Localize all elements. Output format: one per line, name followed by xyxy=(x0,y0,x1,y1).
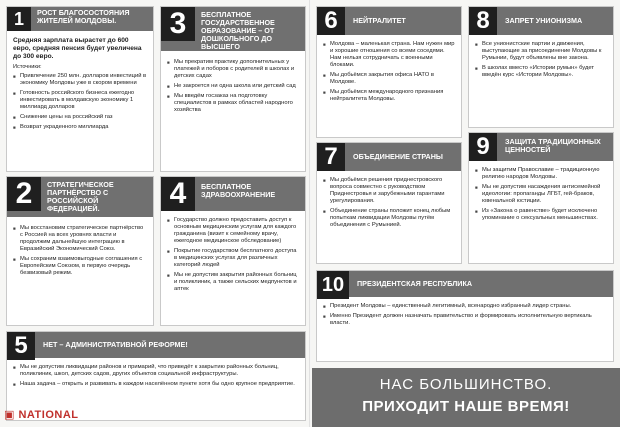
list-item: ■ Мы введём госзаказ на подготовку специалистов в рамках областей народного хозяйства xyxy=(167,93,299,114)
point-3-card xyxy=(160,6,306,172)
point-9-title: ЗАЩИТА ТРАДИЦИОННЫХ ЦЕННОСТЕЙ xyxy=(505,137,601,154)
list-item: ■ В школах вместо «Истории румын» будет введён курс «Истории Молдовы». xyxy=(475,65,607,79)
point-2-header xyxy=(7,177,153,217)
point-4-header xyxy=(161,177,305,211)
list-item: ■ Из «Закона о равенстве» будет исключено упоминание о сексуальных меньшинствах. xyxy=(475,208,607,222)
point-5-header xyxy=(7,332,305,358)
point-1-body xyxy=(13,37,147,134)
slogan-line-1: НАС БОЛЬШИНСТВО. xyxy=(379,376,553,393)
point-4-title: БЕСПЛАТНОЕ ЗДРАВООХРАНЕНИЕ xyxy=(201,182,276,199)
point-5-title: НЕТ – АДМИНИСТРАТИВНОЙ РЕФОРМЕ! xyxy=(43,340,188,349)
list-item: ■ Мы добьёмся международного признания нейтралитета Молдовы. xyxy=(323,89,455,103)
list-item: ■ Мы восстановим стратегическое партнёрство с Россией на всех уровнях власти и продолжим дальнейшую интеграцию в Евразийский Экономический Союз. xyxy=(13,225,147,253)
point-7-body xyxy=(323,177,455,232)
list-item: ■ Объединение страны положит конец любым попыткам ликвидации Молдовы путём объединения с Румынией. xyxy=(323,208,455,229)
page-fold xyxy=(309,0,311,427)
list-item: ■ Наша задача – открыть и развивать в каждом населённом пункте хотя бы одно крупное предприятие. xyxy=(13,381,299,388)
list-item: ■ Мы прекратим практику дополнительных у платежей и поборов с родителей в школах и детских садах xyxy=(167,59,299,80)
point-4-number: 4 xyxy=(161,177,195,211)
point-7-card xyxy=(316,142,462,264)
point-8-body xyxy=(475,41,607,82)
point-10-header xyxy=(317,271,613,297)
point-2-card xyxy=(6,176,154,326)
list-item: ■ Готовность российского бизнеса ежегодно инвестировать в молдавскую экономику 1 миллиард долларов xyxy=(13,90,147,111)
point-2-number: 2 xyxy=(7,177,41,211)
point-10-title: ПРЕЗИДЕНТСКАЯ РЕСПУБЛИКА xyxy=(357,279,473,288)
point-3-body xyxy=(167,59,299,117)
list-item: ■ Президент Молдовы – единственный легитимный, всенародно избранный лидер страны. xyxy=(323,303,607,310)
list-item: ■ Государство должно предоставить доступ к основным медицинским услугам для каждого гражданина (визит к семейному врачу, ежегодное медицинское обследование) xyxy=(167,217,299,245)
point-7-header xyxy=(317,143,461,171)
point-10-card xyxy=(316,270,614,362)
point-2-title: СТРАТЕГИЧЕСКОЕ ПАРТНЁРСТВО С РОССИЙСКОЙ ФЕДЕРАЦИЕЙ. xyxy=(47,180,114,213)
point-5-number: 5 xyxy=(7,332,35,360)
list-item: ■ Мы добьёмся закрытия офиса НАТО в Молдове. xyxy=(323,72,455,86)
point-8-title: ЗАПРЕТ УНИОНИЗМА xyxy=(505,16,583,25)
point-6-body xyxy=(323,41,455,106)
point-1-sources-label: Источники: xyxy=(13,64,42,70)
point-8-card xyxy=(468,6,614,128)
point-1-lead: Средняя зарплата вырастет до 600 евро, средняя пенсия будет увеличена до 300 евро. xyxy=(13,37,142,60)
logo-text: NATIONAL xyxy=(18,409,79,421)
list-item: ■ Мы защитим Православие – традиционную религию народов Молдовы. xyxy=(475,167,607,181)
point-10-body xyxy=(323,303,607,330)
point-8-header xyxy=(469,7,613,35)
point-1-header xyxy=(7,7,153,31)
list-item: ■ Все унионистские партии и движения, выступающие за присоединение Молдовы к Румынии, будут объявлены вне закона. xyxy=(475,41,607,62)
point-3-title: БЕСПЛАТНОЕ ГОСУДАРСТВЕННОЕ ОБРАЗОВАНИЕ – ОТ ДОШКОЛЬНОГО ДО ВЫСШЕГО xyxy=(201,10,275,51)
list-item: ■ Привлечение 250 млн. долларов инвестиций в экономику Молдовы уже в скором времени xyxy=(13,73,147,87)
list-item: ■ Возврат украденного миллиарда xyxy=(13,124,147,131)
list-item: ■ Мы сохраним взаимовыгодные соглашения с Европейским Союзом, в первую очередь безвизовый режим. xyxy=(13,256,147,277)
point-9-header xyxy=(469,133,613,161)
watermark-logo xyxy=(4,408,78,421)
list-item: ■ Снижение цены на российский газ xyxy=(13,114,147,121)
list-item: ■ Именно Президент должен назначать правительство и формировать исполнительную вертикаль власти. xyxy=(323,313,607,327)
list-item: ■ Мы не допустим насаждения антисемейной идеологии: пропаганды ЛГБТ, гей-браков, ювенальной юстиции. xyxy=(475,184,607,205)
slogan-banner xyxy=(312,368,620,427)
list-item: ■ Мы не допустим ликвидации районов и примарий, что приведёт к закрытию районных больниц, поликлиник, школ, детских садов, других объектов социальной инфраструктуры. xyxy=(13,364,299,378)
point-10-number: 10 xyxy=(317,271,349,299)
list-item: ■ Молдова – маленькая страна. Нам нужен мир и хорошие отношения со всеми соседями. Нам нельзя сотрудничать с военными блоками. xyxy=(323,41,455,69)
list-item: ■ Мы не допустим закрытия районных больниц и поликлиник, а также сельских медпунктов и аптек xyxy=(167,272,299,293)
point-2-body xyxy=(13,225,147,280)
point-4-card xyxy=(160,176,306,326)
point-7-number: 7 xyxy=(317,143,345,171)
point-3-number: 3 xyxy=(161,7,195,41)
point-9-number: 9 xyxy=(469,133,497,161)
point-6-title: НЕЙТРАЛИТЕТ xyxy=(353,16,406,25)
point-9-body xyxy=(475,167,607,225)
point-6-number: 6 xyxy=(317,7,345,35)
point-6-card xyxy=(316,6,462,138)
list-item: ■ Не закроется ни одна школа или детский сад xyxy=(167,83,299,90)
point-1-title: РОСТ БЛАГОСОСТОЯНИЯ ЖИТЕЛЕЙ МОЛДОВЫ. xyxy=(37,8,130,25)
point-5-body xyxy=(13,364,299,391)
point-9-card xyxy=(468,132,614,264)
point-3-header xyxy=(161,7,305,51)
point-8-number: 8 xyxy=(469,7,497,35)
slogan-line-2: ПРИХОДИТ НАШЕ ВРЕМЯ! xyxy=(362,398,570,415)
point-4-body xyxy=(167,217,299,296)
point-6-header xyxy=(317,7,461,35)
point-1-number: 1 xyxy=(7,7,31,31)
point-7-title: ОБЪЕДИНЕНИЕ СТРАНЫ xyxy=(353,152,443,161)
list-item: ■ Мы добьёмся решения приднестровского вопроса совместно с руководством Приднестровья и зарубежными гарантами урегулирования. xyxy=(323,177,455,205)
list-item: ■ Покрытие государством бесплатного доступа в медицинских услугах для различных категорий людей xyxy=(167,248,299,269)
point-1-card xyxy=(6,6,154,172)
logo-icon: ▣ xyxy=(4,409,15,421)
